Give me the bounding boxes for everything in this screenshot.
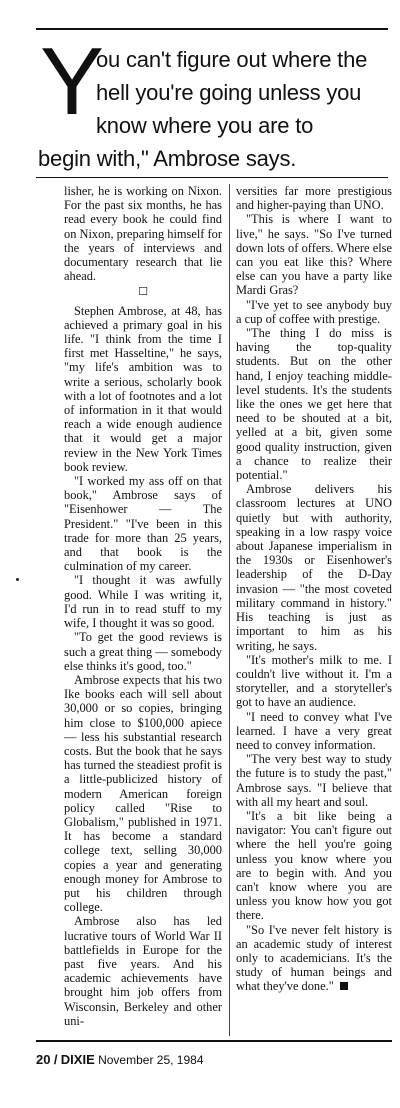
- paragraph: Stephen Ambrose, at 48, has achieved a primary goal in his life. "I think from the time I first met Hasseltine," he says, "my life's ambition was to write a serious, scholarly book with a lot of footnotes and a lot of information in it that would reach a wide enough audience that it would get a major review in the New York Times book review.: [64, 303, 222, 474]
- paragraph: "I thought it was awfully good. While I was writing it, I'd run in to read stuff to my wife, I thought it was so good.: [64, 573, 222, 631]
- column-divider: [229, 184, 230, 1036]
- paragraph-final: [236, 923, 392, 994]
- paragraph: "I've yet to see anybody buy a cup of coffee with prestige.: [236, 297, 392, 326]
- pull-quote-line-3: know where you are to: [96, 113, 314, 138]
- section-separator-icon: ☐: [138, 285, 148, 299]
- margin-speck: [16, 578, 19, 581]
- magazine-name: DIXIE: [60, 1052, 95, 1067]
- paragraph: "The very best way to study the future is to study the past," Ambrose says. "I believe that with all my heart and soul.: [236, 752, 392, 809]
- issue-date: November 25, 1984: [98, 1053, 204, 1067]
- footer-rule: [36, 1040, 392, 1042]
- paragraph: "To get the good reviews is such a great thing — somebody else thinks it's good, too.": [64, 630, 222, 673]
- article-column-right: [236, 184, 392, 1036]
- pull-quote-drop-cap: Y: [40, 28, 105, 135]
- article-column-left: [64, 184, 222, 1036]
- paragraph: "It's mother's milk to me. I couldn't live without it. I'm a storyteller, and a storyteller's got to have an audience.: [236, 652, 392, 710]
- paragraph: lisher, he is working on Nixon. For the past six months, he has read every book he could find on Nixon, preparing himself for the years of interviews and documentary research that lie ahead.: [64, 184, 222, 284]
- page-footer: [36, 1052, 204, 1067]
- paragraph: Ambrose expects that his two Ike books each will sell about 30,000 or so copies, bringing him close to $100,000 apiece — less his substantial research costs. But the book that he says has turned the steadiest profit is a little-publicized history of modern American foreign policy called "Rise to Globalism," published in 1971. It has become a standard college text, selling 30,000 copies a year and generating enough money for Ambrose to put his children through college.: [64, 672, 222, 915]
- pull-quote-line-1: ou can't figure out where the: [96, 47, 368, 72]
- pull-quote: [36, 28, 388, 178]
- footer-slash: /: [53, 1052, 58, 1067]
- paragraph: "This is where I want to live," he says. "So I've turned down lots of offers. Where else can you eat like this? Where else can you have a party like Mardi Gras?: [236, 212, 392, 298]
- paragraph: "I worked my ass off on that book," Ambrose says of "Eisenhower — The President." "I've been in this trade for more than 25 years, and that book is the culmination of my career.: [64, 474, 222, 574]
- paragraph-final-text: "So I've never felt history is an academic study of interest only to academicians. It's the study of human beings and what they've done.": [236, 922, 392, 994]
- pull-quote-line-4: begin with," Ambrose says.: [38, 146, 297, 171]
- paragraph: "It's a bit like being a navigator: You can't figure out where the hell you're going unless you know where you are to begin with. And you can't know where you are unless you know how you got there.: [236, 808, 392, 923]
- page-number: 20: [36, 1052, 51, 1067]
- paragraph: "The thing I do miss is having the top-quality students. But on the other hand, I enjoy teaching middle-level students. It's the students like the ones we get here that need to be shouted at a bit, yelled at a bit, given some good quality instruction, given a chance to realize their potential.": [236, 326, 392, 483]
- pull-quote-line-2: hell you're going unless you: [96, 80, 362, 105]
- paragraph: "I need to convey what I've learned. I have a very great need to convey information.: [236, 709, 392, 752]
- end-mark-icon: [340, 982, 348, 990]
- paragraph: versities far more prestigious and higher-paying than UNO.: [236, 184, 392, 213]
- paragraph: Ambrose delivers his classroom lectures at UNO quietly but with authority, speaking in a low raspy voice about Japanese imperialism in the 1930s or Eisenhower's leadership of the D-Day invasion — "the most coveted military command in history." His teaching is just as important to him as his writing, he says.: [236, 482, 392, 653]
- paragraph: Ambrose also has led lucrative tours of World War II battlefields in Europe for the past five years. And his academic achievements have brought him job offers from Wisconsin, Berkeley and other uni-: [64, 914, 222, 1028]
